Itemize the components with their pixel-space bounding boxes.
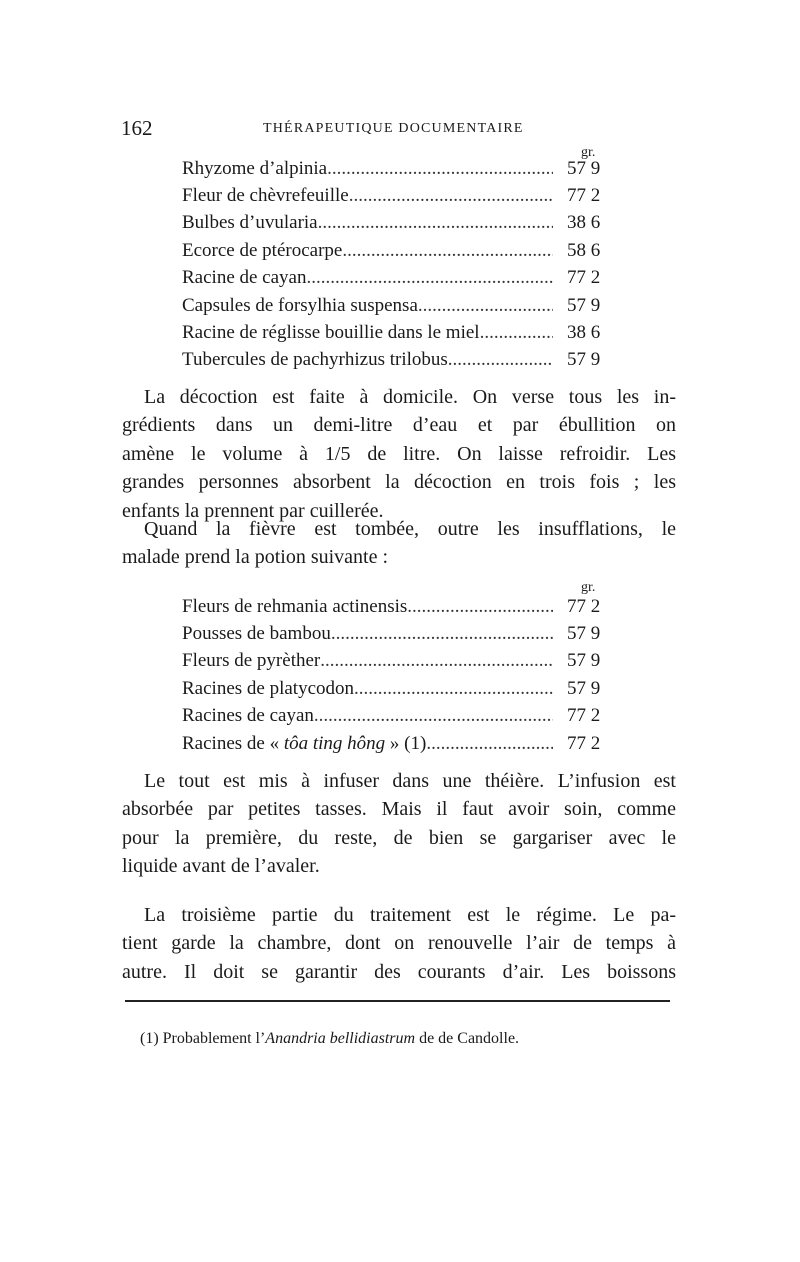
table-row: Fleur de chèvrefeuille ..... 77 2 — [182, 182, 627, 209]
table-row: Rhyzome d’alpinia ..... 57 9 — [182, 155, 627, 182]
ingredients-table-1 — [182, 155, 627, 374]
table-row: Bulbes d’uvularia ..... 38 6 — [182, 210, 627, 237]
page-number: 162 — [121, 116, 153, 140]
table-row: Racines de platycodon ..... 57 9 — [182, 675, 627, 702]
ingredients-table-2 — [182, 593, 627, 757]
table1-unit: gr. — [581, 145, 596, 160]
table-row: Fleurs de pyrèther ..... 57 9 — [182, 648, 627, 675]
paragraph: Le tout est mis à infuser dans une théière. L’infusion est absorbée par petites tasses. Mais il faut avoir soin, comme pour la première, du reste, de bien se gargariser avec le liquide avant de l’avaler. — [122, 770, 676, 878]
table2-unit: gr. — [581, 580, 596, 595]
table-row: Ecorce de ptérocarpe ..... 58 6 — [182, 237, 627, 264]
table-row: Racine de réglisse bouillie dans le miel ..... 38 6 — [182, 319, 627, 346]
paragraph: La décoction est faite à domicile. On verse tous les in- grédients dans un demi-litre d’eau et par ébullition on amène le volume à 1/5 de litre. On laisse refroidir. Les grandes personnes absorbent la décoction en trois fois ; les enfants la prennent par cuillerée. — [122, 386, 676, 522]
table-row: Racines de « tôa ting hông » (1) ..... 77 2 — [182, 730, 627, 757]
table-row: Pousses de bambou ..... 57 9 — [182, 620, 627, 647]
paragraph: La troisième partie du traitement est le régime. Le pa- tient garde la chambre, dont on renouvelle l’air de temps à autre. Il doit se garantir des courants d’air. Les boissons — [122, 904, 676, 983]
table-row: Capsules de forsylhia suspensa ..... 57 9 — [182, 292, 627, 319]
paragraph: Quand la fièvre est tombée, outre les insufflations, le malade prend la potion suivante : — [122, 518, 676, 569]
table-row: Racines de cayan ..... 77 2 — [182, 703, 627, 730]
table-row: Racine de cayan ..... 77 2 — [182, 265, 627, 292]
table-row: Fleurs de rehmania actinensis ..... 77 2 — [182, 593, 627, 620]
footnote: (1) Probablement l’Anandria bellidiastrum de de Candolle. — [140, 1030, 520, 1047]
table-row: Tubercules de pachyrhizus trilobus ..... 57 9 — [182, 347, 627, 374]
footnote-rule — [125, 1000, 670, 1002]
running-head: THÉRAPEUTIQUE DOCUMENTAIRE — [263, 121, 524, 136]
